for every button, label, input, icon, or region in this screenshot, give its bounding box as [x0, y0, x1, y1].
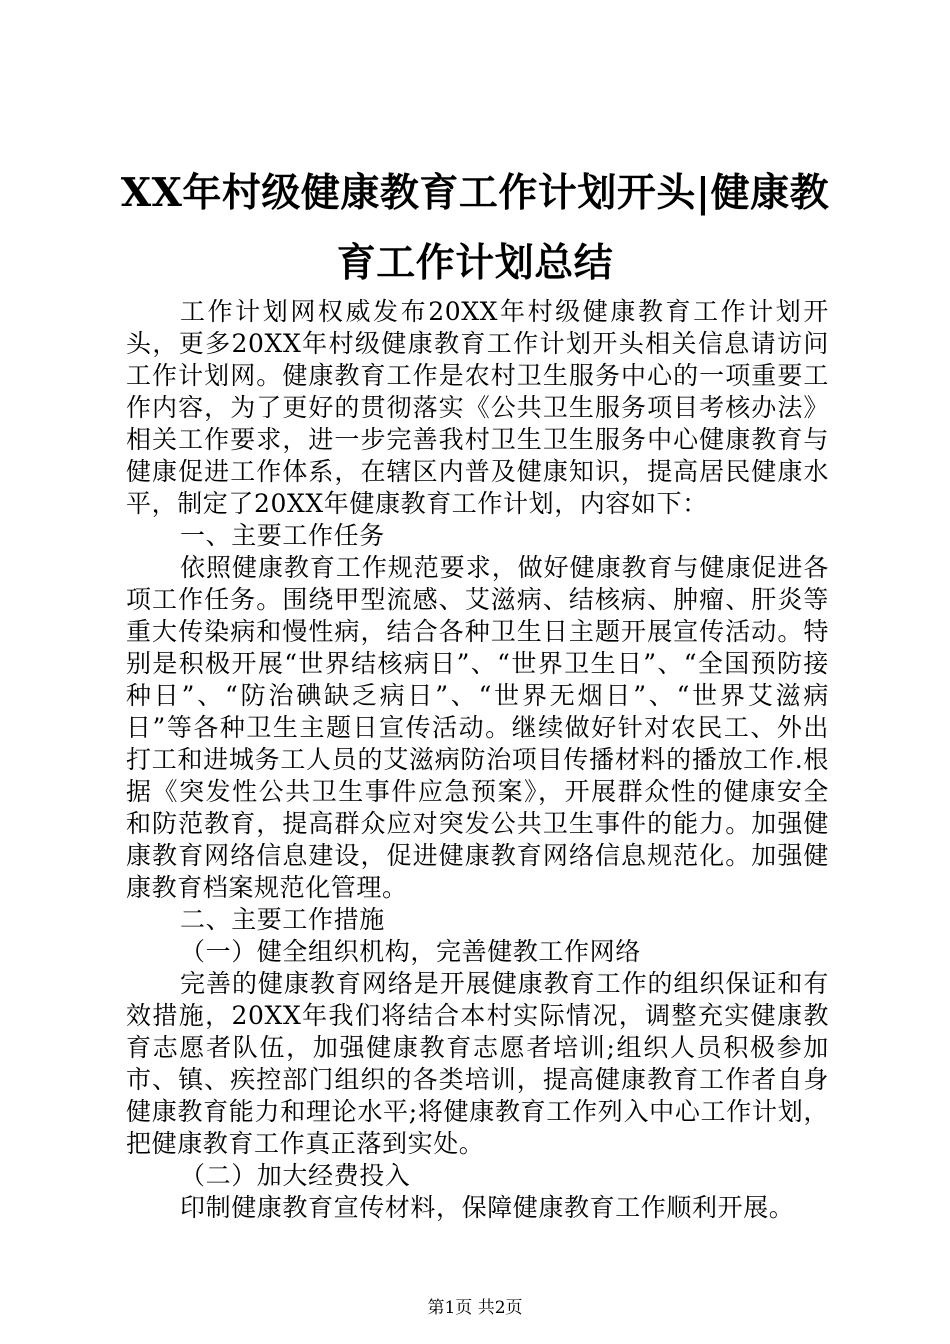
- subheading-organization: （一）健全组织机构，完善健教工作网络: [180, 937, 641, 966]
- section-heading-main-tasks: 一、主要工作任务: [180, 521, 385, 550]
- section-heading-main-measures: 二、主要工作措施: [180, 905, 385, 934]
- document-body: [126, 296, 829, 1224]
- intro-paragraph: 工作计划网权威发布20XX年村级健康教育工作计划开头，更多20XX年村级健康教育工作计划开头相关信息请访问工作计划网。健康教育工作是农村卫生服务中心的一项重要工作内容，为了更好的贯彻落实《公共卫生服务项目考核办法》相关工作要求，进一步完善我村卫生卫生服务中心健康教育与健康促进工作体系，在辖区内普及健康知识，提高居民健康水平，制定了20XX年健康教育工作计划，内容如下：: [126, 297, 829, 518]
- page-footer: 第1页 共2页: [427, 1298, 523, 1318]
- subheading-funding: （二）加大经费投入: [180, 1161, 411, 1190]
- organization-paragraph: 完善的健康教育网络是开展健康教育工作的组织保证和有效措施，20XX年我们将结合本村实际情况，调整充实健康教育志愿者队伍，加强健康教育志愿者培训;组织人员积极参加市、镇、疾控部门组织的各类培训，提高健康教育工作者自身健康教育能力和理论水平;将健康教育工作列入中心工作计划，把健康教育工作真正落到实处。: [126, 969, 829, 1158]
- main-tasks-paragraph: 依照健康教育工作规范要求，做好健康教育与健康促进各项工作任务。围绕甲型流感、艾滋病、结核病、肿瘤、肝炎等重大传染病和慢性病，结合各种卫生日主题开展宣传活动。特别是积极开展“世界结核病日”、“世界卫生日”、“全国预防接种日”、“防治碘缺乏病日”、“世界无烟日”、“世界艾滋病日”等各种卫生主题日宣传活动。继续做好针对农民工、外出打工和进城务工人员的艾滋病防治项目传播材料的播放工作.根据《突发性公共卫生事件应急预案》，开展群众性的健康安全和防范教育，提高群众应对突发公共卫生事件的能力。加强健康教育网络信息建设，促进健康教育网络信息规范化。加强健康教育档案规范化管理。: [126, 553, 829, 902]
- document-title: XX年村级健康教育工作计划开头|健康教育工作计划总结: [120, 170, 830, 286]
- funding-paragraph: 印制健康教育宣传材料，保障健康教育工作顺利开展。: [180, 1193, 795, 1222]
